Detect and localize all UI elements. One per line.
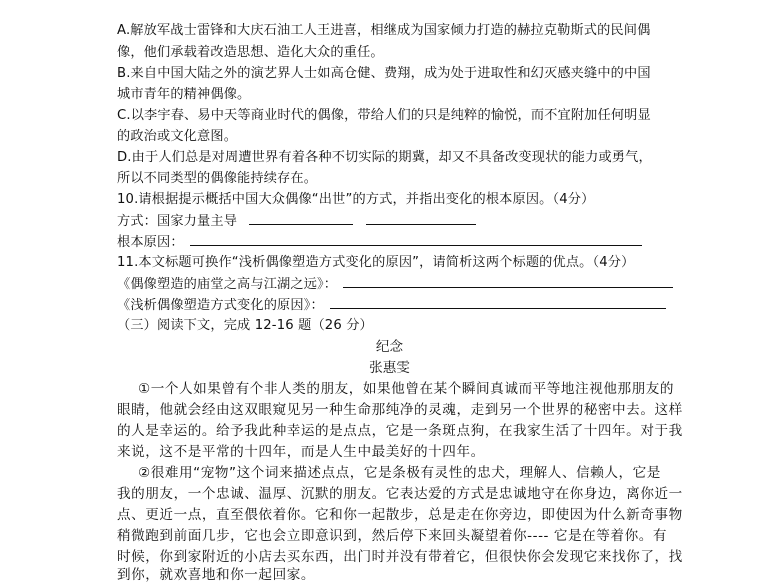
question-11-title-a-row <box>117 275 673 294</box>
question-11-title-b-row <box>117 296 666 315</box>
title-b-answer-blank[interactable] <box>330 296 666 309</box>
reason-answer-blank[interactable] <box>190 233 642 246</box>
option-a-line-2: 像，他们承载着改造思想、造化大众的重任。 <box>117 45 384 60</box>
title-b-label: 《浅析偶像塑造方式变化的原因》： <box>117 298 324 313</box>
passage-line: 点、更近一点，直至偎依着你。它和你一起散步，总是走在你旁边，即使因为什么新奇事物 <box>117 507 683 523</box>
passage-line: 的人是幸运的。给予我此种幸运的是点点，它是一条斑点狗，在我家生活了十四年。对于我 <box>117 423 683 439</box>
method-answer-blank[interactable] <box>249 212 353 225</box>
passage-line: ②很难用“宠物”这个词来描述点点，它是条极有灵性的忠犬，理解人、信赖人，它是 <box>138 465 661 481</box>
reason-label: 根本原因： <box>117 235 184 250</box>
passage-line: 眼睛，他就会经由这双眼窥见另一种生命那纯净的灵魂，走到另一个世界的秘密中去。这样 <box>117 402 683 418</box>
passage-line: 来说，这不是平常的十四年，而是人生中最美好的十四年。 <box>117 444 485 460</box>
question-10-reason-row <box>117 233 642 252</box>
passage-line: ①一个人如果曾有个非人类的朋友，如果他曾在某个瞬间真诚而平等地注视他那朋友的 <box>138 381 675 397</box>
method-answer-blank-2[interactable] <box>366 212 476 225</box>
method-label: 方式：国家力量主导 <box>117 214 238 229</box>
passage-line: 到你，就欢喜地和你一起回家。 <box>117 567 316 583</box>
option-d-line-2: 所以不同类型的偶像能持续存在。 <box>117 171 318 186</box>
question-10-method-row <box>117 212 476 231</box>
section-3-intro: （三）阅读下文，完成 12-16 题（26 分） <box>117 318 373 333</box>
option-b-line-1: B.来自中国大陆之外的演艺界人士如高仓健、费翔，成为处于进取性和幻灭感夹缝中的中国 <box>117 66 651 81</box>
option-c-line-2: 的政治或文化意图。 <box>117 129 238 144</box>
title-a-label: 《偶像塑造的庙堂之高与江湖之远》： <box>117 277 338 292</box>
option-a-line-1: A.解放军战士雷锋和大庆石油工人王进喜，相继成为国家倾力打造的赫拉克勒斯式的民间偶 <box>117 23 651 38</box>
option-d-line-1: D.由于人们总是对周遭世界有着各种不切实际的期冀，却又不具备改变现状的能力或勇气， <box>117 150 652 165</box>
passage-line: 时候，你到家附近的小店去买东西，出门时并没有带着它，但很快你会发现它来找你了，找 <box>117 549 683 565</box>
question-10-text: 10.请根据提示概括中国大众偶像“出世”的方式，并指出变化的根本原因。（4分） <box>117 192 595 207</box>
passage-title: 纪念 <box>375 339 404 355</box>
question-11-text: 11.本文标题可换作“浅析偶像塑造方式变化的原因”，请简析这两个标题的优点。（4分） <box>117 255 635 270</box>
passage-line: 稍微跑到前面几步，它也会立即意识到，然后停下来回头凝望着你---- 它是在等着你。有 <box>117 528 668 544</box>
title-a-answer-blank[interactable] <box>343 275 673 288</box>
passage-author: 张惠雯 <box>369 360 410 376</box>
passage-line: 我的朋友，一个忠诚、温厚、沉默的朋友。它表达爱的方式是忠诚地守在你身边，离你近一 <box>117 486 683 502</box>
option-c-line-1: C.以李宇春、易中天等商业时代的偶像，带给人们的只是纯粹的愉悦，而不宜附加任何明显 <box>117 108 651 123</box>
option-b-line-2: 城市青年的精神偶像。 <box>117 87 251 102</box>
